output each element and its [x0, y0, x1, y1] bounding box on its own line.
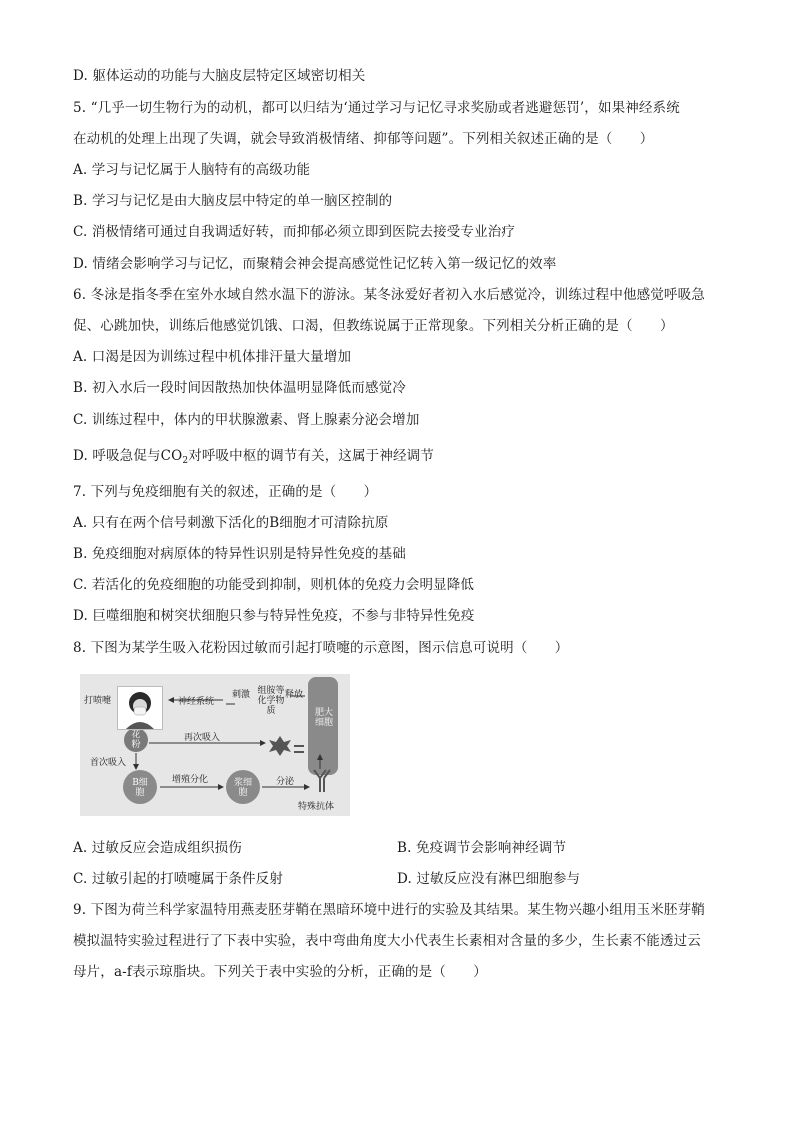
q6-option-d-suffix: 对呼吸中枢的调节有关，这属于神经调节 — [188, 448, 434, 464]
q8-stem: 8. 下图为某学生吸入花粉因过敏而引起打喷嚏的示意图，图示信息可说明（ ） — [73, 640, 569, 656]
q5-option-b: B. 学习与记忆是由大脑皮层中特定的单一脑区控制的 — [73, 193, 393, 209]
label-antibody: 特殊抗体 — [298, 802, 335, 812]
q5-stem-line1: 5. “几乎一切生物行为的动机，都可以归结为‘通过学习与记忆寻求奖励或者逃避惩罚’，如果神经系统 — [73, 100, 680, 116]
q7-stem: 7. 下列与免疫细胞有关的叙述，正确的是（ ） — [73, 484, 378, 500]
q6-stem-line2: 促、心跳加快，训练后他感觉饥饿、口渴，但教练说属于正常现象。下列相关分析正确的是（ ） — [73, 318, 674, 334]
q9-stem-line3: 母片，a-f表示琼脂块。下列关于表中实验的分析，正确的是（ ） — [73, 964, 487, 980]
label-histamine: 组胺等化学物质 — [257, 686, 285, 716]
q6-stem-line1: 6. 冬泳是指冬季在室外水域自然水温下的游泳。某冬泳爱好者初入水后感觉冷，训练过程中他感觉呼吸急 — [73, 287, 705, 303]
allergen-star — [269, 736, 291, 756]
label-secrete: 分泌 — [276, 777, 295, 787]
label-pollen: 花粉 — [131, 730, 141, 750]
label-plasma-cell: 浆细胞 — [233, 778, 252, 798]
q5-stem-line2: 在动机的处理上出现了失调，就会导致消极情绪、抑郁等问题”。下列相关叙述正确的是（ ） — [73, 131, 654, 147]
label-again: 再次吸入 — [184, 733, 221, 743]
q8-option-d: D. 过敏反应没有淋巴细胞参与 — [397, 871, 581, 887]
label-sneeze: 打喷嚏 — [84, 696, 112, 706]
q8-option-b: B. 免疫调节会影响神经调节 — [397, 840, 567, 856]
sneeze-person-icon — [118, 687, 162, 729]
label-b-cell: B细胞 — [132, 778, 148, 798]
q6-option-d-subscript: 2 — [182, 456, 189, 466]
q6-option-d-prefix: D. 呼吸急促与CO — [73, 448, 183, 464]
label-release: 释放 — [285, 690, 304, 700]
q4-option-d: D. 躯体运动的功能与大脑皮层特定区域密切相关 — [73, 68, 366, 84]
q6-option-b: B. 初入水后一段时间因散热加快体温明显降低而感觉冷 — [73, 380, 406, 396]
q5-option-c: C. 消极情绪可通过自我调适好转，而抑郁必须立即到医院去接受专业治疗 — [73, 224, 516, 240]
sneeze-photo — [117, 686, 163, 730]
label-nervous-system: 神经系统 — [178, 697, 215, 707]
q6-option-c: C. 训练过程中，体内的甲状腺激素、肾上腺素分泌会增加 — [73, 412, 420, 428]
q5-option-a: A. 学习与记忆属于人脑特有的高级功能 — [73, 162, 311, 178]
q7-option-c: C. 若活化的免疫细胞的功能受到抑制，则机体的免疫力会明显降低 — [73, 577, 475, 593]
q7-option-d: D. 巨噬细胞和树突状细胞只参与特异性免疫，不参与非特异性免疫 — [73, 608, 475, 624]
q7-option-a: A. 只有在两个信号刺激下活化的B细胞才可清除抗原 — [73, 515, 389, 531]
q6-option-d — [73, 447, 434, 465]
label-stimulate: 刺激 — [232, 690, 251, 700]
q6-option-a: A. 口渴是因为训练过程中机体排汗量大量增加 — [73, 349, 352, 365]
label-first: 首次吸入 — [90, 758, 127, 768]
q8-option-c: C. 过敏引起的打喷嚏属于条件反射 — [73, 871, 283, 887]
q9-stem-line1: 9. 下图为荷兰科学家温特用燕麦胚芽鞘在黑暗环境中进行的实验及其结果。某生物兴趣小组用玉米胚芽鞘 — [73, 902, 705, 918]
q9-stem-line2: 模拟温特实验过程进行了下表中实验，表中弯曲角度大小代表生长素相对含量的多少，生长素不能透过云 — [73, 933, 701, 949]
q8-option-a: A. 过敏反应会造成组织损伤 — [73, 840, 242, 856]
label-mast-cell: 肥大细胞 — [314, 708, 333, 728]
q7-option-b: B. 免疫细胞对病原体的特异性识别是特异性免疫的基础 — [73, 546, 406, 562]
q5-option-d: D. 情绪会影响学习与记忆，而聚精会神会提高感觉性记忆转入第一级记忆的效率 — [73, 256, 557, 272]
label-proliferate: 增殖分化 — [172, 775, 209, 785]
